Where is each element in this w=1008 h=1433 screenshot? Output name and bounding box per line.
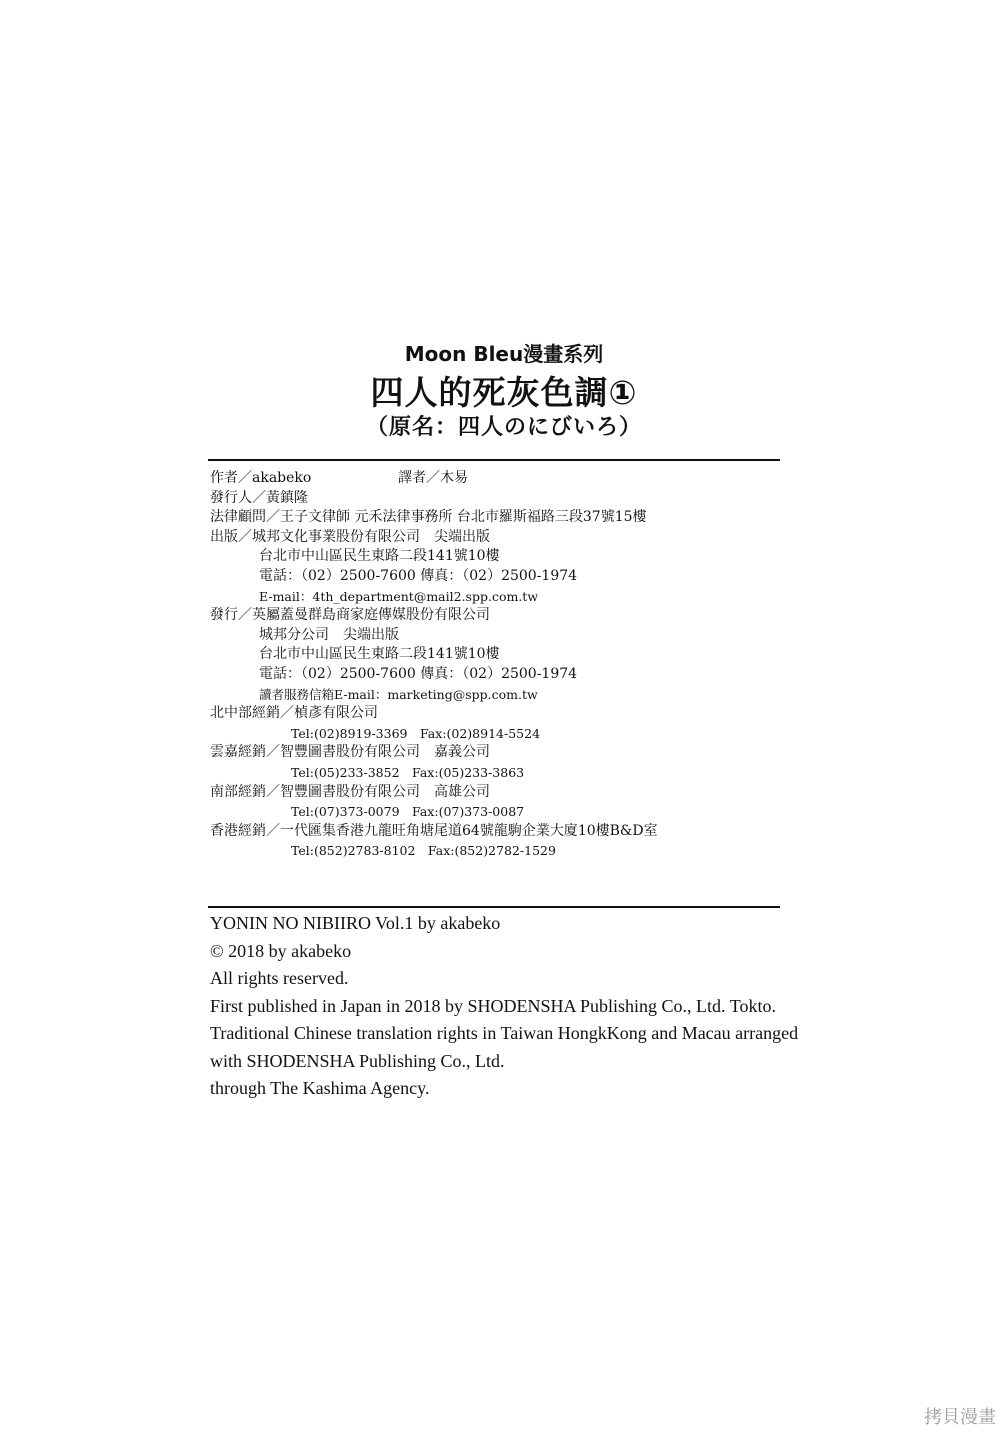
- copyright-line: with SHODENSHA Publishing Co., Ltd.: [210, 1050, 505, 1071]
- distribution-email: 讀者服務信箱E-mail：marketing@spp.com.tw: [259, 686, 538, 702]
- copyright-line: Traditional Chinese translation rights in Taiwan HongkKong and Macau arranged: [210, 1023, 799, 1043]
- distributor-chiayi: 雲嘉經銷／智豐圖書股份有限公司 嘉義公司: [210, 744, 490, 761]
- copyright-line: © 2018 by akabeko: [210, 940, 352, 961]
- copyright-line: through The Kashima Agency.: [210, 1078, 430, 1098]
- credits-block: [210, 469, 790, 861]
- top-divider: [208, 459, 780, 461]
- distributor-chiayi-contact: Tel:(05)233-3852 Fax:(05)233-3863: [291, 764, 525, 780]
- watermark: 拷貝漫畫: [924, 1407, 996, 1428]
- publishing-email: E-mail：4th_department@mail2.spp.com.tw: [259, 588, 539, 604]
- book-title: 四人的死灰色調①: [370, 373, 638, 412]
- copyright-line: YONIN NO NIBIIRO Vol.1 by akabeko: [210, 913, 501, 933]
- author-translator-line: [210, 469, 790, 489]
- distribution-address: 台北市中山區民生東路二段141號10樓: [259, 646, 500, 663]
- original-title: （原名：四人のにびいろ）: [365, 415, 642, 440]
- copyright-line: First published in Japan in 2018 by SHODENSHA Publishing Co., Ltd. Tokto.: [210, 995, 776, 1016]
- translator: 譯者／木易: [398, 470, 468, 486]
- distributor-south-contact: Tel:(07)373-0079 Fax:(07)373-0087: [291, 804, 525, 820]
- legal-advisor: 法律顧問／王子文律師 元禾法律事務所 台北市羅斯福路三段37號15樓: [210, 509, 647, 526]
- copyright-block: [210, 910, 830, 1103]
- publisher-person: 發行人／黃鎮隆: [210, 489, 308, 506]
- middle-divider: [208, 906, 780, 908]
- publishing-phone: 電話：（02）2500-7600 傳真：（02）2500-1974: [259, 567, 578, 584]
- distribution-branch: 城邦分公司 尖端出版: [259, 626, 399, 643]
- series-name: Moon Bleu漫畫系列: [404, 342, 604, 366]
- distributor-south: 南部經銷／智豐圖書股份有限公司 高雄公司: [210, 783, 490, 800]
- distributor-hongkong: 香港經銷／一代匯集香港九龍旺角塘尾道64號龍駒企業大廈10樓B&D室: [210, 822, 658, 839]
- distributor-north-contact: Tel:(02)8919-3369 Fax:(02)8914-5524: [291, 725, 541, 741]
- distributor-north: 北中部經銷／楨彥有限公司: [210, 705, 378, 722]
- publishing-line: 出版／城邦文化事業股份有限公司 尖端出版: [210, 528, 490, 545]
- publishing-address: 台北市中山區民生東路二段141號10樓: [259, 548, 500, 565]
- distribution-line: 發行／英屬蓋曼群島商家庭傳媒股份有限公司: [210, 607, 490, 624]
- copyright-line: All rights reserved.: [210, 968, 349, 988]
- distributor-hongkong-contact: Tel:(852)2783-8102 Fax:(852)2782-1529: [291, 843, 556, 859]
- distribution-phone: 電話：（02）2500-7600 傳真：（02）2500-1974: [259, 665, 578, 682]
- author: 作者／akabeko: [210, 470, 312, 486]
